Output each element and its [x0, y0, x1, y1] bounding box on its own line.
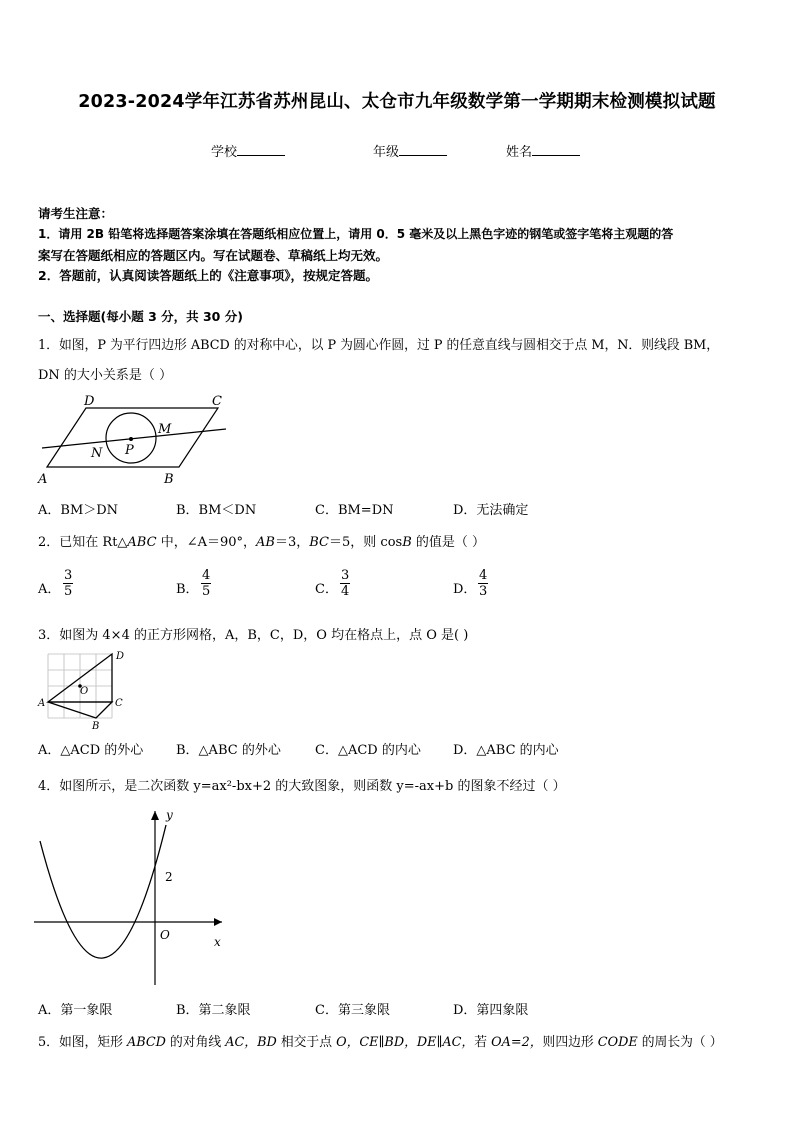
parallelogram	[47, 408, 218, 467]
label-b: B	[164, 472, 174, 487]
q1-option-d[interactable]: D．无法确定	[453, 503, 529, 518]
q4-figure	[34, 805, 234, 990]
q5-code: CODE	[597, 1035, 638, 1050]
section-heading: 一、选择题(每小题 3 分，共 30 分)	[38, 309, 243, 324]
q2-triangle: △ABC	[117, 535, 157, 550]
label-x: x	[214, 935, 221, 949]
q2-text-mid: 中，∠A＝90°，	[156, 535, 257, 550]
q5-text-post: 的周长为（ ）	[637, 1035, 723, 1050]
q3-option-d[interactable]: D．△ABC 的内心	[453, 743, 559, 758]
x-axis-arrow	[214, 918, 222, 926]
label-a: A	[38, 472, 48, 487]
label-c: C	[115, 698, 123, 709]
q2-b-den: 5	[202, 584, 211, 599]
notice-line-2: 2．答题前，认真阅读答题纸上的《注意事项》，按规定答题。	[38, 268, 378, 283]
q2-b: B	[402, 535, 412, 550]
school-blank[interactable]	[237, 143, 285, 156]
label-m: M	[158, 422, 172, 437]
q5-question	[38, 1031, 723, 1050]
label-o: O	[80, 686, 89, 697]
q2-text-post: 的值是（ ）	[411, 535, 486, 550]
q4-question: 4．如图所示，是二次函数 y=ax²-bx+2 的大致图象，则函数 y=-ax+b 的图象不经过（ ）	[38, 779, 566, 794]
notice-line-1a: 1．请用 2B 铅笔将选择题答案涂填在答题纸相应位置上，请用 0．5 毫米及以上黑色字迹的钢笔或签字笔将主观题的答	[38, 227, 674, 241]
notice-heading: 请考生注意：	[38, 206, 114, 221]
q2-option-b-fraction[interactable]	[201, 568, 211, 599]
q3-question: 3．如图为 4×4 的正方形网格，A，B，C，D，O 均在格点上，点 O 是( )	[38, 628, 469, 643]
q2-c-den: 4	[341, 584, 350, 599]
label-o: O	[160, 928, 170, 942]
q2-option-c-fraction[interactable]	[340, 568, 350, 599]
q1-line-1: 1．如图，P 为平行四边形 ABCD 的对称中心，以 P 为圆心作圆，过 P 的任意直线与圆相交于点 M，N．则线段 BM，	[38, 338, 719, 353]
q2-eq1: ＝3，	[274, 535, 310, 550]
q4-option-c[interactable]: C．第三象限	[315, 1003, 390, 1018]
q1-option-b[interactable]: B．BM＜DN	[176, 503, 257, 518]
q5-text-m3: 若	[474, 1035, 492, 1050]
q2-option-a-fraction[interactable]	[63, 568, 73, 599]
q4-option-a[interactable]: A．第一象限	[38, 1003, 113, 1018]
q5-text-pre: 5．如图，矩形	[38, 1035, 127, 1050]
grade-field	[373, 141, 447, 160]
q1-figure	[34, 390, 234, 490]
school-field	[211, 141, 285, 160]
q2-b-num: 4	[202, 568, 211, 583]
q1-option-c[interactable]: C．BM=DN	[315, 503, 394, 518]
q2-ab: AB	[256, 535, 275, 550]
q5-oa: OA=2，	[491, 1035, 543, 1050]
label-d: D	[116, 651, 125, 662]
q5-text-m4: 则四边形	[542, 1035, 598, 1050]
q3-option-b[interactable]: B．△ABC 的外心	[176, 743, 281, 758]
label-y: y	[166, 808, 173, 822]
label-2: 2	[165, 870, 173, 884]
q1-option-a[interactable]: A．BM＞DN	[38, 503, 119, 518]
q5-text-m1: 的对角线	[165, 1035, 226, 1050]
q2-d-den: 3	[479, 584, 488, 599]
q2-question	[38, 531, 485, 550]
q2-option-b-label[interactable]: B．	[176, 582, 199, 597]
q1-line-2: DN 的大小关系是（ ）	[38, 368, 173, 383]
label-n: N	[91, 446, 103, 461]
school-label: 学校	[211, 145, 238, 160]
grade-label: 年级	[373, 145, 400, 160]
q5-abcd: ABCD	[127, 1035, 166, 1050]
q2-bc: BC	[309, 535, 330, 550]
q5-ac-bd: AC，BD	[225, 1035, 277, 1050]
q2-option-d-label[interactable]: D．	[453, 582, 477, 597]
q2-c-num: 3	[341, 568, 350, 583]
label-d: D	[84, 394, 95, 409]
y-axis-arrow	[151, 811, 159, 820]
q2-text-pre: 2．已知在 Rt	[38, 535, 118, 550]
q2-option-c-label[interactable]: C．	[315, 582, 338, 597]
grade-blank[interactable]	[399, 143, 447, 156]
label-b: B	[92, 721, 100, 732]
name-blank[interactable]	[532, 143, 580, 156]
label-c: C	[212, 394, 222, 409]
q2-a-den: 5	[64, 584, 73, 599]
q2-eq2: ＝5，则 cos	[329, 535, 403, 550]
q2-option-d-fraction[interactable]	[478, 568, 488, 599]
page-title: 2023-2024学年江苏省苏州昆山、太仓市九年级数学第一学期期末检测模拟试题	[78, 92, 716, 112]
q3-option-a[interactable]: A．△ACD 的外心	[38, 743, 144, 758]
center-point	[129, 437, 133, 441]
name-field	[506, 141, 580, 160]
name-label: 姓名	[506, 145, 533, 160]
q2-option-a-label[interactable]: A．	[38, 582, 61, 597]
q4-option-b[interactable]: B．第二象限	[176, 1003, 251, 1018]
q3-option-c[interactable]: C．△ACD 的内心	[315, 743, 421, 758]
q2-d-num: 4	[479, 568, 488, 583]
label-p: P	[125, 443, 134, 458]
q5-text-m2: 相交于点	[276, 1035, 337, 1050]
parabola	[40, 825, 166, 958]
q4-option-d[interactable]: D．第四象限	[453, 1003, 529, 1018]
q3-figure	[34, 646, 134, 734]
q5-conditions: O，CE∥BD，DE∥AC，	[336, 1035, 475, 1050]
q2-a-num: 3	[64, 568, 73, 583]
notice-line-1b: 案写在答题纸相应的答题区内。写在试题卷、草稿纸上均无效。	[38, 248, 389, 263]
label-a: A	[38, 698, 46, 709]
